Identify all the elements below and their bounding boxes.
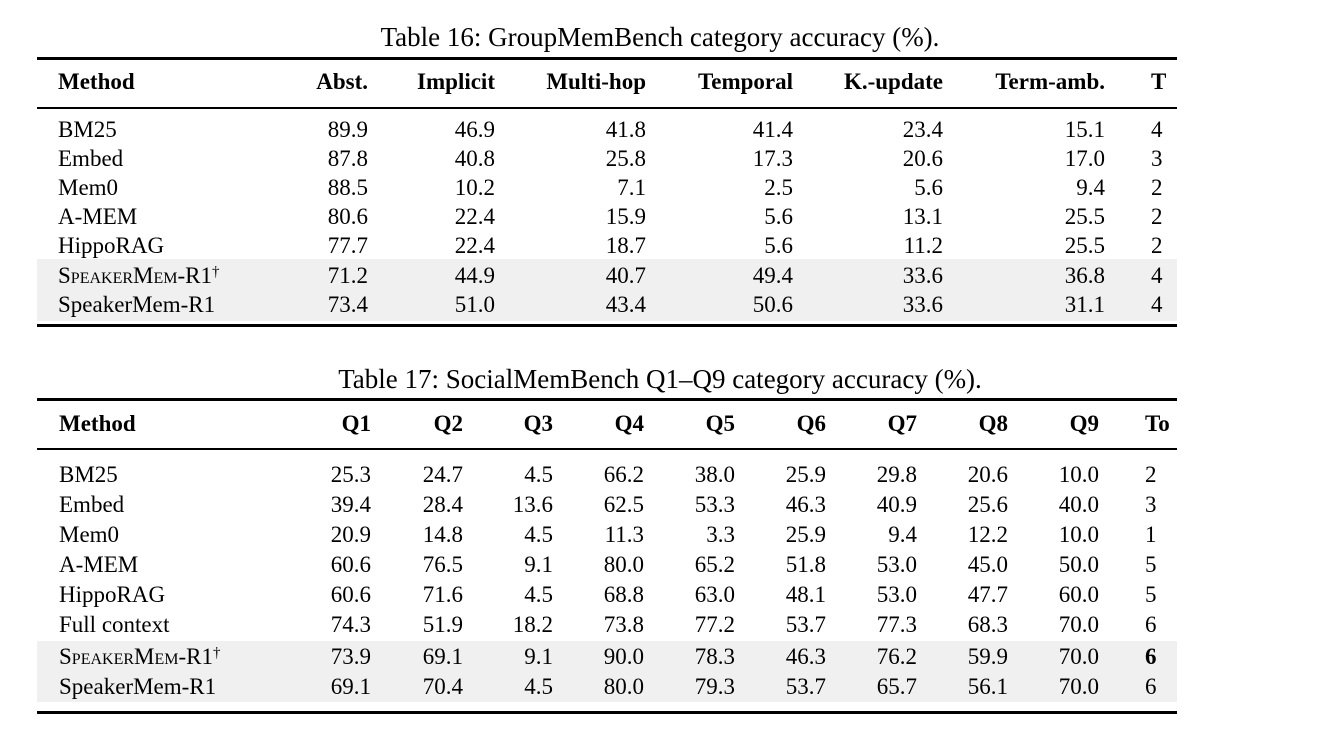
cell-value: 46.3 bbox=[785, 492, 826, 517]
table16-header-rule bbox=[37, 107, 1177, 109]
cell-value: 73.9 bbox=[330, 644, 371, 669]
cell-value: 4.5 bbox=[524, 522, 553, 547]
row-method: Mem0 bbox=[58, 175, 119, 200]
cell-value: 65.2 bbox=[694, 552, 735, 577]
cell-value: 53.7 bbox=[785, 674, 826, 699]
cell-truncated: 6 bbox=[1145, 674, 1157, 699]
cell-value: 48.1 bbox=[785, 582, 826, 607]
cell-value: 9.1 bbox=[524, 552, 553, 577]
cell-value: 25.9 bbox=[785, 522, 826, 547]
header-method: Method bbox=[59, 411, 136, 436]
cell-value: 11.2 bbox=[903, 233, 943, 258]
cell-value: 5.6 bbox=[914, 175, 943, 200]
cell-value: 40.7 bbox=[605, 263, 646, 288]
cell-truncated: 5 bbox=[1145, 582, 1157, 607]
cell-value: 2.5 bbox=[764, 175, 793, 200]
cell-value: 38.0 bbox=[694, 462, 735, 487]
cell-value: 4.5 bbox=[524, 674, 553, 699]
cell-value: 71.6 bbox=[422, 582, 463, 607]
cell-value: 77.2 bbox=[694, 612, 735, 637]
row-method: SpeakerMem-R1 bbox=[59, 674, 217, 699]
row-method: BM25 bbox=[59, 462, 118, 487]
cell-truncated: 4 bbox=[1151, 117, 1163, 142]
cell-value: 51.9 bbox=[422, 612, 463, 637]
table16-caption: Table 16: GroupMemBench category accuracy (%). bbox=[380, 22, 940, 52]
row-method: Full context bbox=[59, 612, 170, 637]
cell-value: 66.2 bbox=[603, 462, 644, 487]
cell-value: 17.3 bbox=[752, 146, 793, 171]
cell-value: 50.0 bbox=[1058, 552, 1099, 577]
cell-truncated: 5 bbox=[1145, 552, 1157, 577]
cell-value: 9.1 bbox=[524, 644, 553, 669]
row-method: BM25 bbox=[58, 117, 117, 142]
header-q2: Q2 bbox=[433, 411, 463, 436]
cell-value: 80.0 bbox=[603, 674, 644, 699]
cell-truncated: 6 bbox=[1145, 644, 1157, 669]
cell-value: 56.1 bbox=[967, 674, 1008, 699]
header-implicit: Implicit bbox=[417, 69, 495, 94]
cell-value: 46.9 bbox=[454, 117, 495, 142]
cell-value: 90.0 bbox=[603, 644, 644, 669]
cell-value: 49.4 bbox=[752, 263, 793, 288]
header-q4: Q4 bbox=[614, 411, 644, 436]
cell-value: 73.8 bbox=[603, 612, 644, 637]
cell-value: 25.8 bbox=[605, 146, 646, 171]
cell-truncated: 2 bbox=[1145, 462, 1157, 487]
table16-top-rule bbox=[37, 57, 1177, 60]
header-q9: Q9 bbox=[1069, 411, 1099, 436]
cell-value: 80.0 bbox=[603, 552, 644, 577]
cell-value: 87.8 bbox=[327, 146, 368, 171]
cell-value: 20.9 bbox=[330, 522, 371, 547]
cell-truncated: 3 bbox=[1151, 146, 1163, 171]
cell-value: 10.0 bbox=[1058, 462, 1099, 487]
cell-value: 50.6 bbox=[752, 292, 793, 317]
cell-truncated: 1 bbox=[1145, 522, 1157, 547]
cell-value: 71.2 bbox=[327, 263, 368, 288]
cell-value: 9.4 bbox=[888, 522, 917, 547]
cell-value: 4.5 bbox=[524, 582, 553, 607]
table17-bottom-rule bbox=[37, 711, 1177, 714]
cell-value: 25.5 bbox=[1064, 233, 1105, 258]
cell-value: 47.7 bbox=[967, 582, 1008, 607]
cell-value: 60.0 bbox=[1058, 582, 1099, 607]
row-method: A-MEM bbox=[58, 204, 138, 229]
method-label: SpeakerMem-R1 bbox=[58, 263, 212, 288]
cell-value: 53.0 bbox=[876, 552, 917, 577]
cell-value: 88.5 bbox=[327, 175, 368, 200]
cell-value: 10.2 bbox=[454, 175, 495, 200]
cell-value: 15.9 bbox=[605, 204, 646, 229]
cell-value: 70.4 bbox=[422, 674, 463, 699]
cell-value: 59.9 bbox=[967, 644, 1008, 669]
cell-value: 29.8 bbox=[876, 462, 917, 487]
cell-value: 10.0 bbox=[1058, 522, 1099, 547]
cell-value: 40.8 bbox=[454, 146, 495, 171]
cell-truncated: 4 bbox=[1151, 263, 1163, 288]
cell-value: 31.1 bbox=[1064, 292, 1105, 317]
dagger-mark: † bbox=[212, 645, 221, 661]
cell-value: 25.5 bbox=[1064, 204, 1105, 229]
table16-bottom-rule bbox=[37, 324, 1177, 327]
cell-value: 70.0 bbox=[1058, 674, 1099, 699]
cell-value: 24.7 bbox=[422, 462, 463, 487]
row-method: SpeakerMem-R1 bbox=[58, 292, 216, 317]
cell-truncated: 4 bbox=[1151, 292, 1163, 317]
header-q3: Q3 bbox=[523, 411, 553, 436]
cell-value: 39.4 bbox=[330, 492, 371, 517]
cell-value: 25.9 bbox=[785, 462, 826, 487]
cell-value: 65.7 bbox=[876, 674, 917, 699]
cell-value: 70.0 bbox=[1058, 644, 1099, 669]
header-method: Method bbox=[58, 69, 135, 94]
cell-value: 9.4 bbox=[1076, 175, 1105, 200]
cell-value: 5.6 bbox=[764, 204, 793, 229]
cell-value: 89.9 bbox=[327, 117, 368, 142]
row-method: Embed bbox=[58, 146, 124, 171]
cell-truncated: 2 bbox=[1151, 233, 1163, 258]
cell-value: 68.3 bbox=[967, 612, 1008, 637]
header-truncated: T bbox=[1151, 69, 1167, 94]
cell-value: 62.5 bbox=[603, 492, 644, 517]
table17-top-rule bbox=[37, 398, 1177, 401]
cell-value: 7.1 bbox=[617, 175, 646, 200]
header-q6: Q6 bbox=[796, 411, 826, 436]
row-method: Mem0 bbox=[59, 522, 120, 547]
cell-value: 18.2 bbox=[512, 612, 553, 637]
cell-value: 43.4 bbox=[605, 292, 646, 317]
header-k-update: K.-update bbox=[843, 69, 943, 94]
row-method: HippoRAG bbox=[59, 582, 166, 607]
row-method bbox=[59, 643, 220, 671]
method-label: SpeakerMem-R1 bbox=[59, 644, 213, 669]
table17-header-rule bbox=[37, 448, 1177, 450]
header-q7: Q7 bbox=[887, 411, 917, 436]
dagger-mark: † bbox=[211, 264, 220, 280]
cell-value: 20.6 bbox=[902, 146, 943, 171]
header-q8: Q8 bbox=[978, 411, 1008, 436]
header-q5: Q5 bbox=[705, 411, 735, 436]
cell-value: 73.4 bbox=[327, 292, 368, 317]
header-temporal: Temporal bbox=[698, 69, 793, 94]
cell-value: 13.1 bbox=[902, 204, 943, 229]
header-q1: Q1 bbox=[341, 411, 371, 436]
cell-value: 41.4 bbox=[752, 117, 793, 142]
cell-value: 68.8 bbox=[603, 582, 644, 607]
cell-value: 14.8 bbox=[422, 522, 463, 547]
cell-value: 44.9 bbox=[454, 263, 495, 288]
cell-value: 20.6 bbox=[967, 462, 1008, 487]
cell-value: 25.3 bbox=[330, 462, 371, 487]
cell-value: 51.8 bbox=[785, 552, 826, 577]
cell-truncated: 6 bbox=[1145, 612, 1157, 637]
header-term-amb: Term-amb. bbox=[995, 69, 1105, 94]
cell-value: 77.7 bbox=[327, 233, 368, 258]
cell-value: 40.0 bbox=[1058, 492, 1099, 517]
cell-value: 78.3 bbox=[694, 644, 735, 669]
cell-value: 45.0 bbox=[967, 552, 1008, 577]
cell-value: 51.0 bbox=[454, 292, 495, 317]
cell-value: 60.6 bbox=[330, 552, 371, 577]
header-multi-hop: Multi-hop bbox=[546, 69, 646, 94]
cell-value: 18.7 bbox=[605, 233, 646, 258]
row-method bbox=[58, 262, 219, 290]
row-method: HippoRAG bbox=[58, 233, 165, 258]
cell-value: 11.3 bbox=[604, 522, 644, 547]
cell-value: 53.0 bbox=[876, 582, 917, 607]
cell-value: 41.8 bbox=[605, 117, 646, 142]
cell-value: 28.4 bbox=[422, 492, 463, 517]
cell-value: 74.3 bbox=[330, 612, 371, 637]
cell-value: 22.4 bbox=[454, 233, 495, 258]
cell-value: 70.0 bbox=[1058, 612, 1099, 637]
cell-value: 60.6 bbox=[330, 582, 371, 607]
cell-value: 79.3 bbox=[694, 674, 735, 699]
cell-value: 69.1 bbox=[330, 674, 371, 699]
cell-value: 36.8 bbox=[1064, 263, 1105, 288]
cell-value: 53.3 bbox=[694, 492, 735, 517]
row-method: A-MEM bbox=[59, 552, 139, 577]
row-method: Embed bbox=[59, 492, 125, 517]
cell-value: 63.0 bbox=[694, 582, 735, 607]
cell-value: 17.0 bbox=[1064, 146, 1105, 171]
cell-value: 46.3 bbox=[785, 644, 826, 669]
cell-truncated: 2 bbox=[1151, 204, 1163, 229]
cell-value: 15.1 bbox=[1064, 117, 1105, 142]
cell-value: 80.6 bbox=[327, 204, 368, 229]
header-truncated: To bbox=[1145, 411, 1170, 436]
cell-value: 33.6 bbox=[902, 292, 943, 317]
cell-value: 76.5 bbox=[422, 552, 463, 577]
header-abst: Abst. bbox=[316, 69, 368, 94]
cell-truncated: 2 bbox=[1151, 175, 1163, 200]
cell-value: 33.6 bbox=[902, 263, 943, 288]
cell-value: 3.3 bbox=[706, 522, 735, 547]
cell-value: 76.2 bbox=[876, 644, 917, 669]
table17-caption: Table 17: SocialMemBench Q1–Q9 category accuracy (%). bbox=[338, 364, 982, 394]
cell-value: 25.6 bbox=[967, 492, 1008, 517]
cell-value: 13.6 bbox=[512, 492, 553, 517]
cell-truncated: 3 bbox=[1145, 492, 1157, 517]
cell-value: 23.4 bbox=[902, 117, 943, 142]
cell-value: 69.1 bbox=[422, 644, 463, 669]
cell-value: 22.4 bbox=[454, 204, 495, 229]
cell-value: 77.3 bbox=[876, 612, 917, 637]
cell-value: 53.7 bbox=[785, 612, 826, 637]
cell-value: 5.6 bbox=[764, 233, 793, 258]
cell-value: 40.9 bbox=[876, 492, 917, 517]
cell-value: 12.2 bbox=[967, 522, 1008, 547]
cell-value: 4.5 bbox=[524, 462, 553, 487]
